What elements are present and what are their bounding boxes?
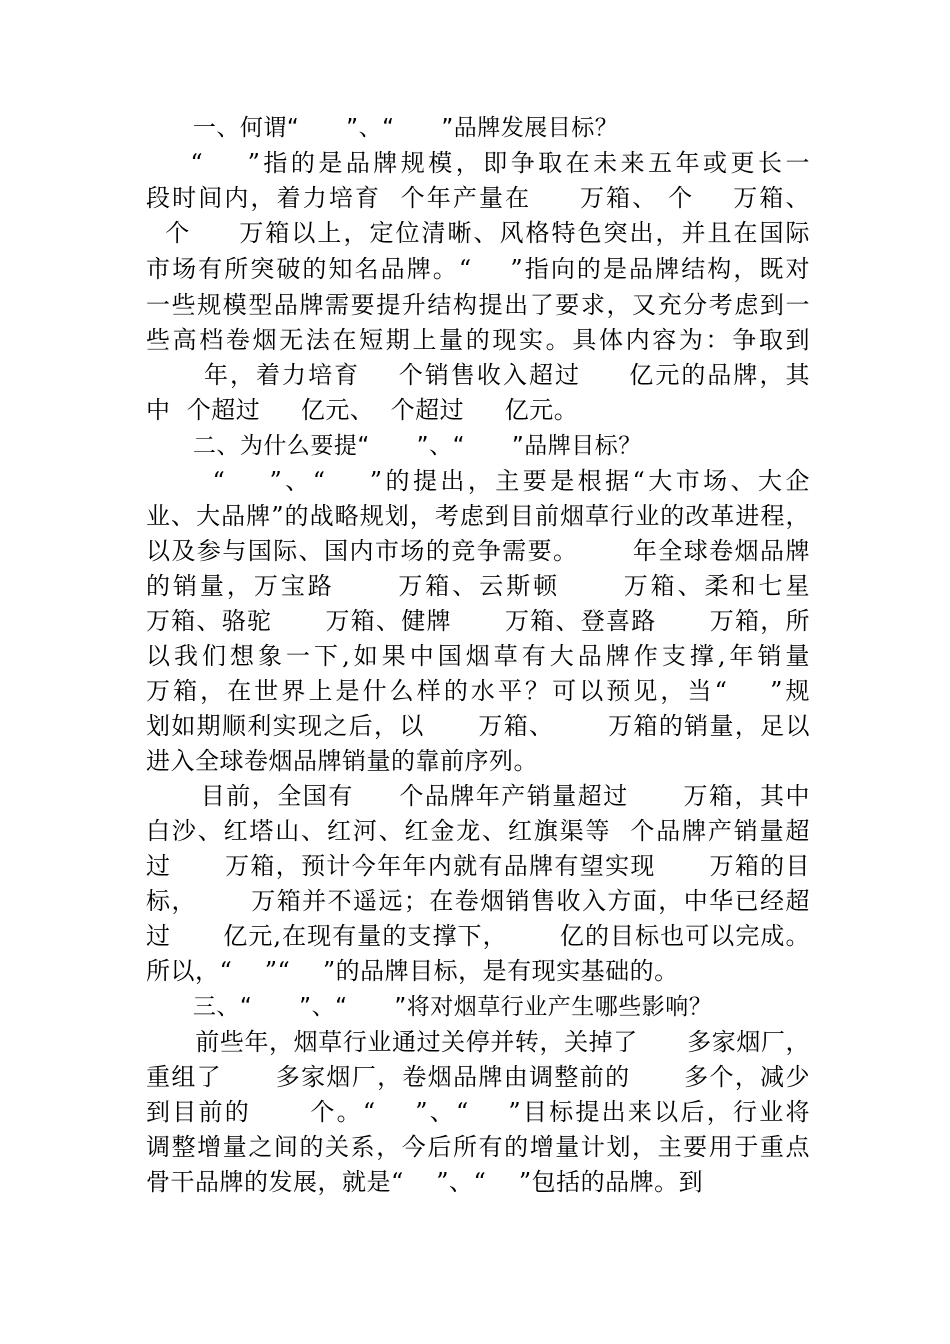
paragraph-line: 万箱，在世界上是什么样的水平？可以预见，当“ ”规: [146, 677, 810, 705]
paragraph-line: 的销量，万宝路 万箱、云斯顿 万箱、柔和七星: [146, 572, 810, 600]
paragraph-line: 目前，全国有 个品牌年产销量超过 万箱，其中: [146, 782, 810, 810]
paragraph-line: 进入全球卷烟品牌销量的靠前序列。: [146, 747, 538, 775]
heading-1: 一、何谓“ ”、“ ”品牌发展目标？: [146, 115, 619, 141]
paragraph-line: 以我们想象一下,如果中国烟草有大品牌作支撑,年销量: [146, 642, 810, 670]
paragraph-line: “ ”、“ ”的提出，主要是根据“大市场、大企: [146, 467, 810, 495]
heading-2: 二、为什么要提“ ”、“ ”品牌目标？: [146, 433, 642, 459]
paragraph-line: 调整增量之间的关系，今后所有的增量计划，主要用于重点: [146, 1133, 810, 1161]
paragraph-line: 过 万箱，预计今年年内就有品牌有望实现 万箱的目: [146, 852, 810, 880]
paragraph-line: 骨干品牌的发展，就是“ ”、“ ”包括的品牌。到: [146, 1168, 704, 1196]
paragraph-line: 中 个超过 亿元、 个超过 亿元。: [146, 396, 579, 424]
paragraph-line: 所以，“ ”“ ”的品牌目标，是有现实基础的。: [146, 957, 679, 985]
paragraph-line: 标， 万箱并不遥远；在卷烟销售收入方面，中华已经超: [146, 887, 810, 915]
paragraph-line: 重组了 多家烟厂，卷烟品牌由调整前的 多个，减少: [146, 1063, 810, 1091]
heading-3: 三、“ ”、“ ”将对烟草行业产生哪些影响？: [146, 994, 713, 1020]
paragraph-line: 过 亿元,在现有量的支撑下， 亿的目标也可以完成。: [146, 922, 810, 950]
paragraph-line: 年，着力培育 个销售收入超过 亿元的品牌，其: [146, 361, 810, 389]
paragraph-line: 一些规模型品牌需要提升结构提出了要求，又充分考虑到一: [146, 291, 810, 319]
paragraph-line: 白沙、红塔山、红河、红金龙、红旗渠等 个品牌产销量超: [146, 817, 810, 845]
paragraph-line: 前些年，烟草行业通过关停并转，关掉了 多家烟厂，: [146, 1028, 810, 1056]
paragraph-line: 万箱、骆驼 万箱、健牌 万箱、登喜路 万箱，所: [146, 607, 810, 635]
paragraph-line: 业、大品牌”的战略规划，考虑到目前烟草行业的改革进程，: [146, 502, 810, 530]
paragraph-line: 段时间内，着力培育 个年产量在 万箱、 个 万箱、: [146, 184, 810, 212]
paragraph-line: 到目前的 个。“ ”、“ ”目标提出来以后，行业将: [146, 1098, 810, 1126]
paragraph-line: 划如期顺利实现之后，以 万箱、 万箱的销量，足以: [146, 712, 810, 740]
paragraph-line: 些高档卷烟无法在短期上量的现实。具体内容为：争取到: [146, 326, 810, 354]
paragraph-line: 以及参与国际、国内市场的竞争需要。 年全球卷烟品牌: [146, 537, 810, 565]
paragraph-line: “ ”指的是品牌规模，即争取在未来五年或更长一: [146, 149, 810, 177]
paragraph-line: 个 万箱以上，定位清晰、风格特色突出，并且在国际: [146, 219, 810, 247]
paragraph-line: 市场有所突破的知名品牌。“ ”指向的是品牌结构，既对: [146, 255, 810, 283]
